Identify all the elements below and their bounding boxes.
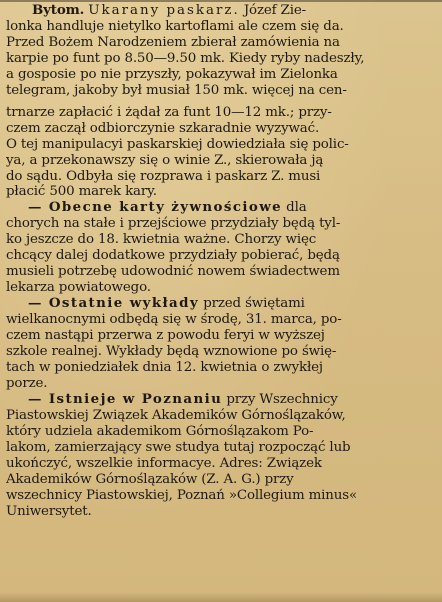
article-line [6,392,432,408]
article-ostatnie-wyklady [6,296,432,392]
article-line: karpie po funt po 8.50—9.50 mk. Kiedy ryby nadeszły, [6,50,365,66]
article-line: ko jeszcze do 18. kwietnia ważne. Chorzy więc [6,232,317,248]
article-line: wszechnicy Piastowskiej, Poznań »Collegium minus« [6,487,358,503]
article-line: który udziela akademikom Górnoślązakom Po- [6,423,314,439]
article-line: Uniwersytet. [6,503,92,519]
top-rule [0,0,442,2]
article-text: Józef Zie- [243,3,306,18]
lead-phrase: — Ostatnie wykłady [28,296,200,312]
article-line: trnarze zapłacić i żądał za funt 10—12 mk.; przy- [6,104,332,120]
article-ukarany-paskarz [6,3,432,200]
article-line: chorych na stałe i przejściowe przydziały będą tyl- [6,216,341,232]
article-line: czem zaczął odbiorczynie szkaradnie wyzywać. [6,120,320,136]
article-line [6,3,432,19]
article-line: wielkanocnymi odbędą się w środę, 31. marca, po- [6,312,342,328]
article-line: szkole realnej. Wykłady będą wznowione po świę- [6,344,337,360]
article-karty-zywnosciowe [6,200,432,296]
article-line: porze. [6,375,48,391]
clipping-bottom-edge [0,592,442,602]
article-line [6,200,432,216]
article-line: Akademików Górnoślązaków (Z. A. G.) przy [6,471,294,487]
article-text: dla [286,200,307,216]
article-line: lakom, zamierzający swe studya tutaj rozpocząć lub [6,439,351,455]
article-line: musieli potrzebę udowodnić nowem świadectwem [6,264,340,280]
lead-phrase: — Istnieje w Poznaniu [28,391,223,407]
article-line: płacić 500 marek kary. [6,184,157,200]
article-istnieje-w-poznaniu [6,392,432,520]
article-line: O tej manipulacyi paskarskiej dowiedziała się polic- [6,136,349,152]
article-line: ukończyć, wszelkie informacye. Adres: Związek [6,455,322,471]
article-line: telegram, jakoby był musiał 150 mk. więcej na cen- [6,82,347,98]
headline: Ukarany paskarz. [88,3,240,18]
article-line: tach w poniedziałek dnia 12. kwietnia o zwykłej [6,359,323,375]
article-line: Piastowskiej Związek Akademików Górnoślązaków, [6,407,346,423]
article-line: Przed Bożem Narodzeniem zbierał zamówienia na [6,34,340,50]
article-line: lekarza powiatowego. [6,280,151,296]
article-line [6,296,432,312]
article-line: a gosposie po nie przyszły, pokazywał im Zielonka [6,66,338,82]
article-line: czem nastąpi przerwa z powodu feryi w wyższej [6,328,325,344]
article-line: chcący dalej dodatkowe przydziały pobierać, będą [6,248,340,264]
article-line: do sądu. Odbyła się rozprawa i paskarz Z. musi [6,168,321,184]
article-line: ya, a przekonawszy się o winie Z., skierowała ją [6,152,324,168]
dateline-place: Bytom. [32,3,85,18]
article-line: lonka handluje nietylko kartoflami ale czem się da. [6,18,344,34]
article-text: przed świętami [203,296,305,312]
article-text: przy Wszechnicy [226,391,338,407]
lead-phrase: — Obecne karty żywnościowe [28,200,283,216]
